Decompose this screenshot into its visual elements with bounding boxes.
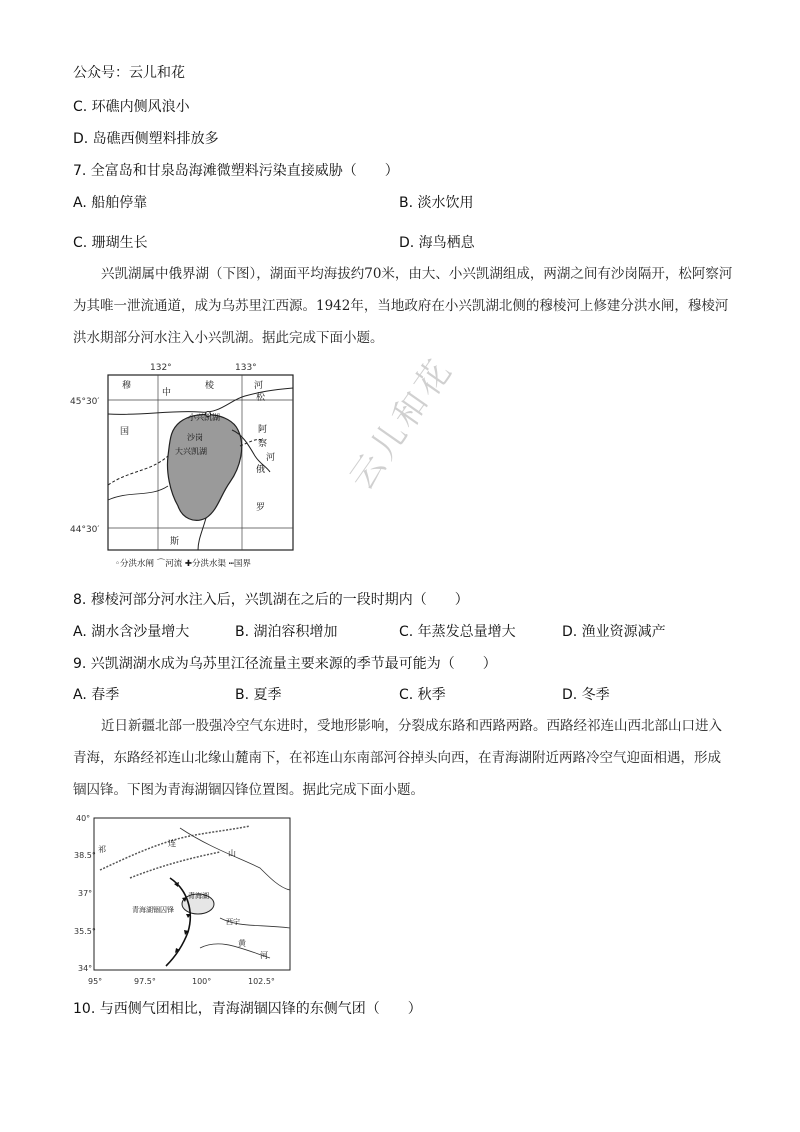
svg-text:青海湖锢囚锋: 青海湖锢囚锋	[132, 906, 174, 914]
q8-option-a: A. 湖水含沙量增大	[73, 624, 190, 640]
q6-option-d: D. 岛礁西侧塑料排放多	[73, 131, 219, 147]
q9-option-c: C. 秋季	[399, 687, 446, 703]
svg-text:河: 河	[260, 951, 268, 960]
q8-option-d: D. 渔业资源减产	[562, 624, 666, 640]
q7-option-a: A. 船舶停靠	[73, 195, 148, 211]
qinghai-front-map	[70, 808, 310, 988]
svg-text:俄: 俄	[256, 465, 266, 475]
svg-text:35.5°: 35.5°	[74, 927, 96, 936]
svg-text:西宁: 西宁	[226, 918, 240, 926]
svg-text:祁: 祁	[98, 845, 106, 854]
svg-text:中: 中	[162, 388, 172, 398]
svg-text:大兴凯湖: 大兴凯湖	[175, 447, 207, 456]
svg-text:罗: 罗	[256, 503, 266, 513]
map1-lat-4530: 45°30′	[70, 397, 100, 407]
watermark-text: 云儿和花	[341, 350, 462, 498]
map1-lat-4430: 44°30′	[70, 525, 100, 535]
q6-option-c: C. 环礁内侧风浪小	[73, 99, 190, 115]
map1-legend: ◦分洪水闸 ⌒河流 ✚分洪水渠 ┅国界	[115, 559, 251, 569]
q9-option-b: B. 夏季	[235, 687, 282, 703]
q8-stem: 8. 穆棱河部分河水注入后，兴凯湖在之后的一段时期内（ ）	[73, 592, 469, 608]
q9-stem: 9. 兴凯湖湖水成为乌苏里江径流量主要来源的季节最可能为（ ）	[73, 656, 497, 672]
svg-text:沙岗: 沙岗	[187, 433, 203, 442]
svg-text:102.5°: 102.5°	[248, 977, 275, 986]
svg-text:小兴凯湖: 小兴凯湖	[188, 413, 220, 422]
q7-option-d: D. 海鸟栖息	[399, 235, 475, 251]
svg-text:山: 山	[228, 849, 236, 858]
svg-text:察: 察	[258, 439, 268, 449]
svg-text:松: 松	[256, 393, 266, 403]
svg-text:100°: 100°	[192, 977, 212, 986]
header-text: 公众号：云儿和花	[73, 65, 185, 81]
svg-text:40°: 40°	[76, 814, 91, 823]
river-west	[108, 486, 168, 500]
svg-text:黄: 黄	[238, 939, 246, 948]
svg-text:棱: 棱	[205, 381, 215, 391]
svg-text:34°: 34°	[78, 964, 93, 973]
svg-text:国: 国	[120, 427, 130, 437]
svg-text:37°: 37°	[78, 889, 93, 898]
occluded-front-line	[166, 878, 190, 966]
svg-text:河: 河	[254, 381, 264, 391]
svg-text:青海湖: 青海湖	[188, 892, 209, 900]
map1-lon-132: 132°	[150, 363, 172, 373]
svg-text:阿: 阿	[258, 425, 268, 435]
q7-option-c: C. 珊瑚生长	[73, 235, 148, 251]
river-south	[198, 518, 206, 550]
q9-option-d: D. 冬季	[562, 687, 610, 703]
passage-xingkai: 兴凯湖属中俄界湖（下图），湖面平均海拔约70米，由大、小兴凯湖组成，两湖之间有沙岗隔开，松阿察河为其唯一泄流通道，成为乌苏里江西源。1942年，当地政府在小兴凯湖北侧的穆棱河上修建分洪水闸，穆棱河洪水期部分河水注入小兴凯湖。据此完成下面小题。	[73, 266, 733, 346]
svg-text:河: 河	[266, 453, 276, 463]
passage-occluded-front: 近日新疆北部一股强冷空气东进时，受地形影响，分裂成东路和西路两路。西路经祁连山西北部山口进入青海，东路经祁连山北缘山麓南下，在祁连山东南部河谷掉头向西，在青海湖附近两路冷空气迎面相遇，形成锢囚锋。下图为青海湖锢囚锋位置图。据此完成下面小题。	[73, 718, 722, 798]
map1-lon-133: 133°	[235, 363, 257, 373]
svg-text:连: 连	[168, 839, 176, 848]
q7-stem: 7. 全富岛和甘泉岛海滩微塑料污染直接威胁（ ）	[73, 163, 399, 179]
svg-text:穆: 穆	[122, 381, 132, 391]
q8-option-b: B. 湖泊容积增加	[235, 624, 338, 640]
svg-text:97.5°: 97.5°	[134, 977, 156, 986]
q8-option-c: C. 年蒸发总量增大	[399, 624, 516, 640]
q10-stem: 10. 与西侧气团相比，青海湖锢囚锋的东侧气团（ ）	[73, 1001, 422, 1017]
q9-option-a: A. 春季	[73, 687, 120, 703]
svg-text:95°: 95°	[88, 977, 103, 986]
muling-river	[108, 388, 293, 414]
q7-option-b: B. 淡水饮用	[399, 195, 474, 211]
xingkai-lake-shape	[167, 414, 241, 520]
xingkai-lake-map	[70, 360, 310, 580]
svg-text:38.5°: 38.5°	[74, 851, 96, 860]
svg-text:斯: 斯	[170, 537, 180, 547]
